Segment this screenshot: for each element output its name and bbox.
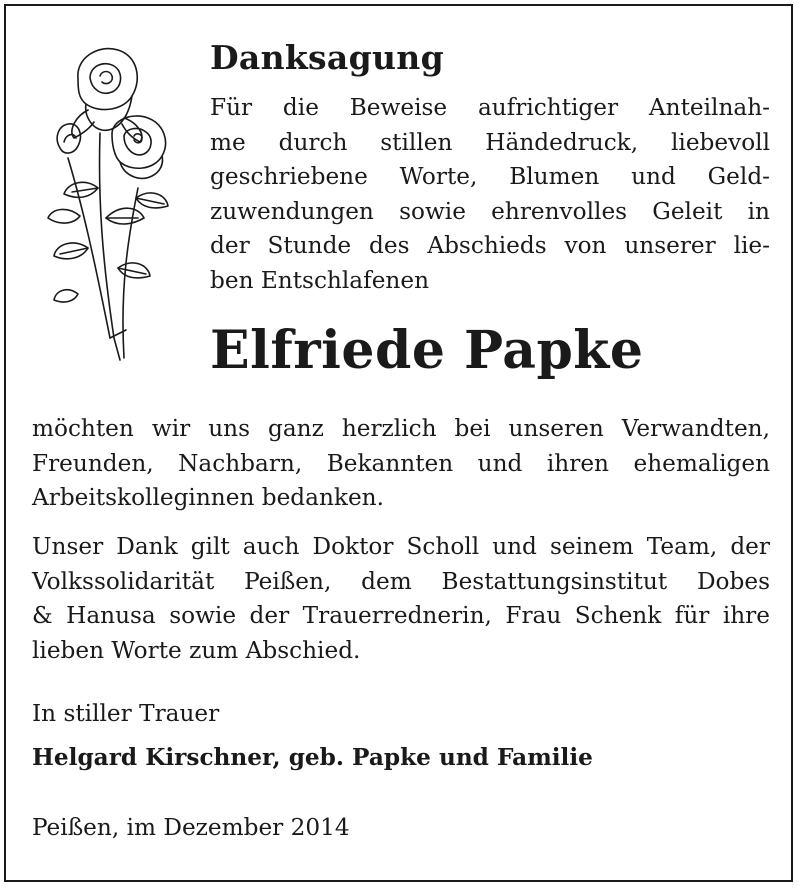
place-date: Peißen, im Dezember 2014 xyxy=(32,814,350,841)
special-thanks-line: & Hanusa sowie der Trauerrednerin, Frau Schenk für ihre xyxy=(32,602,770,629)
intro-line: zuwendungen sowie ehrenvolles Geleit in xyxy=(210,197,770,225)
intro-line: Für die Beweise aufrichtiger Anteilnah- xyxy=(210,94,770,121)
special-thanks-line: Volkssolidarität Peißen, dem Bestattungsinstitut Dobes xyxy=(32,567,770,595)
thanks-paragraph xyxy=(32,412,770,516)
notice-heading: Danksagung xyxy=(210,38,444,77)
mourning-line: In stiller Trauer xyxy=(32,700,220,727)
rose-bouquet-icon xyxy=(28,38,178,368)
intro-line: der Stunde des Abschieds von unserer lie- xyxy=(210,232,770,259)
intro-line: ben Entschlafenen xyxy=(210,266,430,294)
intro-paragraph xyxy=(210,91,770,298)
deceased-name: Elfriede Papke xyxy=(210,320,644,381)
signature: Helgard Kirschner, geb. Papke und Familie xyxy=(32,744,593,771)
intro-line: me durch stillen Händedruck, liebevoll xyxy=(210,128,770,156)
intro-line: geschriebene Worte, Blumen und Geld- xyxy=(210,163,770,190)
thanks-line: Freunden, Nachbarn, Bekannten und ihren ehemaligen xyxy=(32,449,770,477)
special-thanks-line: Unser Dank gilt auch Doktor Scholl und seinem Team, der xyxy=(32,533,770,560)
special-thanks-paragraph xyxy=(32,530,770,668)
thanks-line: möchten wir uns ganz herzlich bei unseren Verwandten, xyxy=(32,415,770,442)
thanks-line: Arbeitskolleginnen bedanken. xyxy=(32,484,384,511)
special-thanks-line: lieben Worte zum Abschied. xyxy=(32,636,361,664)
